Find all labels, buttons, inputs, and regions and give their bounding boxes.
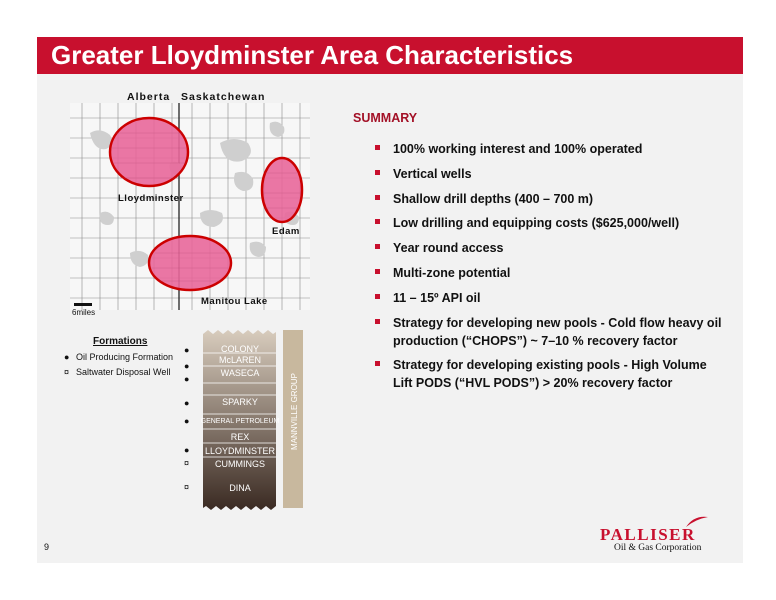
title-bar <box>37 37 743 74</box>
summary-item: Vertical wells <box>375 165 725 183</box>
formation-marker-general-petroleum: ● <box>184 416 190 426</box>
summary-item: Strategy for developing new pools - Cold flow heavy oil production (“CHOPS”) ~ 7–10 % recovery factor <box>375 314 725 350</box>
company-logo <box>600 523 735 555</box>
bullet-square-icon <box>375 244 380 249</box>
formation-marker-cummings: ¤ <box>184 458 190 468</box>
summary-list <box>375 140 725 399</box>
legend-item-saltwater <box>64 367 170 377</box>
legend-title: Formations <box>93 336 148 347</box>
summary-item: Low drilling and equipping costs ($625,000/well) <box>375 214 725 232</box>
summary-heading: SUMMARY <box>353 111 418 125</box>
formation-marker-dina: ¤ <box>184 482 190 492</box>
formation-marker-colony: ● <box>184 345 190 355</box>
group-label: MANNVILLE GROUP <box>290 373 299 450</box>
province-label-saskatchewan: Saskatchewan <box>181 91 266 103</box>
slide-title: Greater Lloydminster Area Characteristics <box>51 40 574 70</box>
bullet-square-icon <box>375 361 380 366</box>
summary-item: Multi-zone potential <box>375 264 725 282</box>
logo-subtitle: Oil & Gas Corporation <box>614 543 702 553</box>
layer-rex: REX <box>230 432 250 442</box>
layer-lloydminster: LLOYDMINSTER <box>204 446 276 456</box>
legend-label-saltwater: Saltwater Disposal Well <box>76 367 171 377</box>
summary-item: Strategy for developing existing pools - High Volume Lift PODS (“HVL PODS”) > 20% recovery factor <box>375 356 725 392</box>
bullet-square-icon <box>375 195 380 200</box>
bullet-square-icon <box>375 269 380 274</box>
map-label-manitou-lake: Manitou Lake <box>201 296 268 307</box>
layer-waseca: WASECA <box>220 368 260 378</box>
layer-dina: DINA <box>229 483 251 493</box>
stratigraphic-column <box>200 330 310 510</box>
formation-marker-mclaren: ● <box>184 361 190 371</box>
bullet-square-icon <box>375 319 380 324</box>
layer-sparky: SPARKY <box>222 397 258 407</box>
bullet-square-icon <box>375 219 380 224</box>
area-map <box>70 103 310 310</box>
summary-item: Year round access <box>375 239 725 257</box>
layer-cummings: CUMMINGS <box>215 459 265 469</box>
layer-colony: COLONY <box>220 344 260 354</box>
province-label-alberta: Alberta <box>127 91 171 103</box>
bullet-square-icon <box>375 145 380 150</box>
summary-item: 11 – 15º API oil <box>375 289 725 307</box>
map-scale-label: 6miles <box>72 308 96 317</box>
legend-item-oil <box>64 352 173 362</box>
summary-item: 100% working interest and 100% operated <box>375 140 725 158</box>
summary-item: Shallow drill depths (400 – 700 m) <box>375 190 725 208</box>
bullet-square-icon <box>375 170 380 175</box>
formation-marker-lloydminster: ● <box>184 445 190 455</box>
legend-symbol-oil: ● <box>64 352 70 362</box>
map-label-edam: Edam <box>272 226 300 237</box>
layer-mclaren: McLAREN <box>218 355 262 365</box>
page-number: 9 <box>44 542 50 552</box>
map-label-lloydminster: Lloydminster <box>118 193 184 204</box>
logo-name: PALLISER <box>600 525 696 544</box>
legend-symbol-saltwater: ¤ <box>64 367 70 377</box>
bullet-square-icon <box>375 294 380 299</box>
layer-general-petroleum: GENERAL PETROLEUM <box>200 418 280 425</box>
formation-marker-waseca: ● <box>184 374 190 384</box>
map-scale-bar <box>74 303 92 306</box>
formation-marker-sparky: ● <box>184 398 190 408</box>
legend-label-oil: Oil Producing Formation <box>76 352 174 362</box>
